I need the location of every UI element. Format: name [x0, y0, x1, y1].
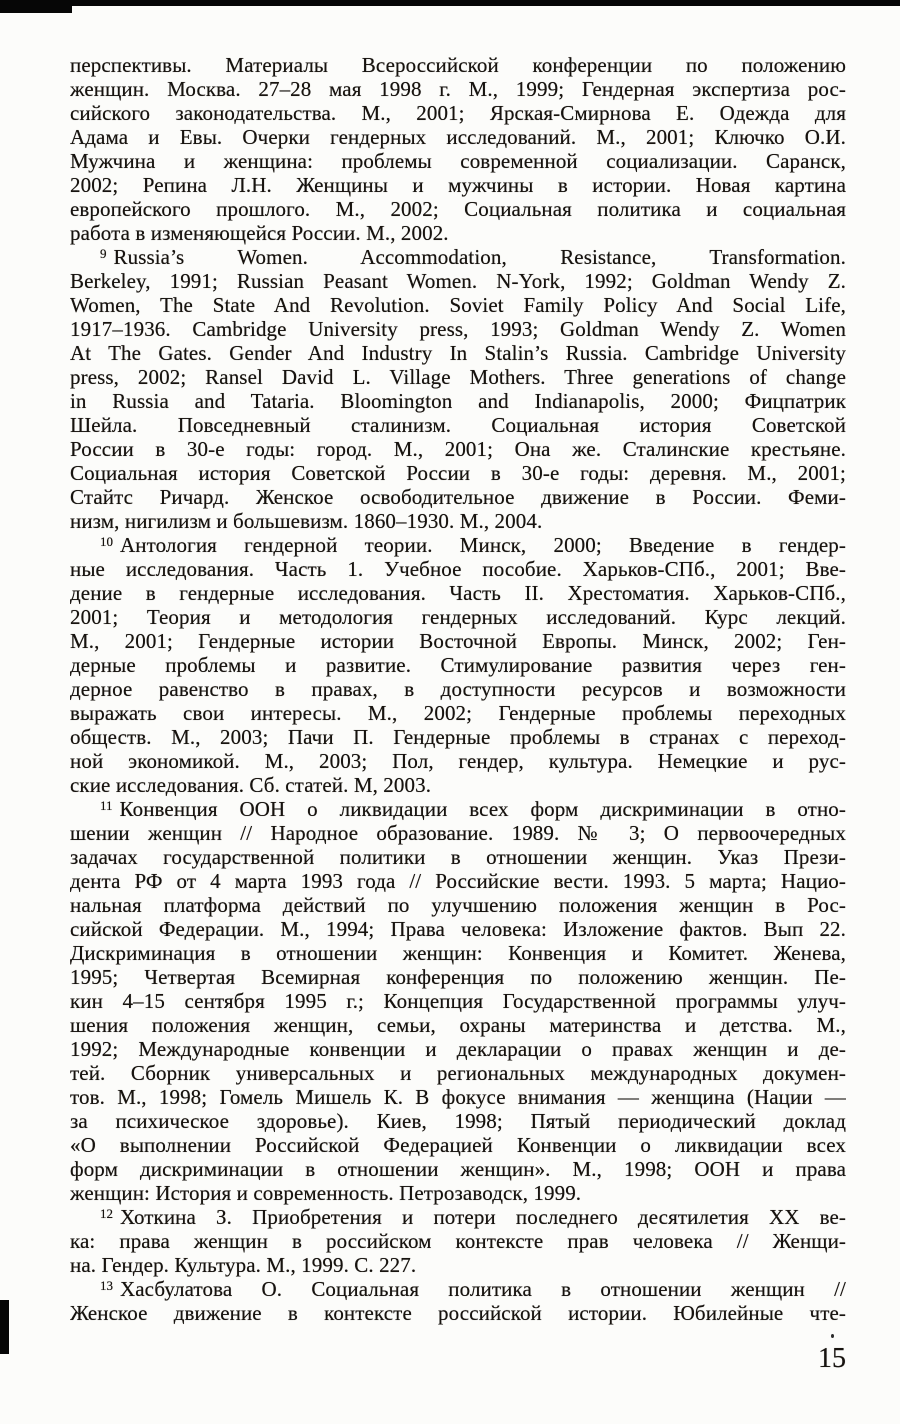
text-line: сийской Федерации. М., 1994; Права человека: Изложение фактов. Вып 22.	[70, 917, 846, 941]
text-line: М., 2001; Гендерные истории Восточной Европы. Минск, 2002; Ген-	[70, 629, 846, 653]
text-line: Стайтс Ричард. Женское освободительное движение в России. Феми-	[70, 485, 846, 509]
text-line: 1995; Четвертая Всемирная конференция по положению женщин. Пе-	[70, 965, 846, 989]
text-line: Женское движение в контексте российской истории. Юбилейные чте-	[70, 1301, 846, 1325]
text-line: дерное равенство в правах, в доступности ресурсов и возможности	[70, 677, 846, 701]
text-line: $^{11}$ Конвенция ООН о ликвидации всех форм дискриминации в отно-	[100, 797, 846, 821]
text-line: дение в гендерные исследования. Часть II. Хрестоматия. Харьков-СПб.,	[70, 581, 846, 605]
footnote-paragraph	[70, 797, 846, 1205]
page-number: 15	[818, 1343, 846, 1374]
text-line: $^{12}$ Хоткина З. Приобретения и потери последнего десятилетия XX ве-	[100, 1205, 846, 1229]
text-line: перспективы. Материалы Всероссийской конференции по положению	[70, 53, 846, 77]
text-line: Berkeley, 1991; Russian Peasant Women. N-York, 1992; Goldman Wendy Z.	[70, 269, 846, 293]
text-line: обществ. М., 2003; Пачи П. Гендерные проблемы в странах с переход-	[70, 725, 846, 749]
scan-artifact-speck	[831, 1334, 834, 1338]
text-line: форм дискриминации в отношении женщин». М., 1998; ООН и права	[70, 1157, 846, 1181]
text-line: ские исследования. Сб. статей. М, 2003.	[70, 773, 432, 797]
text-line: работа в изменяющейся России. М., 2002.	[70, 221, 449, 245]
text-line: тей. Сборник универсальных и региональных международных докумен-	[70, 1061, 846, 1085]
text-line: Дискриминация в отношении женщин: Конвенция и Комитет. Женева,	[70, 941, 846, 965]
text-line: 1992; Международные конвенции и декларации о правах женщин и де-	[70, 1037, 846, 1061]
footnote-marker: 10	[100, 534, 113, 549]
text-line: 2001; Теория и методология гендерных исследований. Курс лекций.	[70, 605, 846, 629]
text-line: ка: права женщин в российском контексте прав человека // Женщи-	[70, 1229, 846, 1253]
text-line: дента РФ от 4 марта 1993 года // Российские вести. 1993. 5 марта; Нацио-	[70, 869, 846, 893]
text-line: Адама и Евы. Очерки гендерных исследований. М., 2001; Ключко О.И.	[70, 125, 846, 149]
text-line: ные исследования. Часть 1. Учебное пособие. Харьков-СПб., 2001; Вве-	[70, 557, 846, 581]
text-line: $^{13}$ Хасбулатова О. Социальная политика в отношении женщин //	[100, 1277, 846, 1301]
text-line: задачах государственной политики в отношении женщин. Указ Прези-	[70, 845, 846, 869]
text-line: press, 2002; Ransel David L. Village Mothers. Three generations of change	[70, 365, 846, 389]
text-line: At The Gates. Gender And Industry In Stalin’s Russia. Cambridge University	[70, 341, 846, 365]
text-line: выражать свои интересы. М., 2002; Гендерные проблемы переходных	[70, 701, 846, 725]
text-line: 2002; Репина Л.Н. Женщины и мужчины в истории. Новая картина	[70, 173, 846, 197]
text-line: $^9$ Russia’s Women. Accommodation, Resistance, Transformation.	[100, 245, 846, 269]
text-line: шении женщин // Народное образование. 1989. № 3; О первоочередных	[70, 821, 846, 845]
text-line: женщин. Москва. 27–28 мая 1998 г. М., 1999; Гендерная экспертиза рос-	[70, 77, 846, 101]
text-line: женщин: История и современность. Петрозаводск, 1999.	[70, 1181, 582, 1205]
text-line: $^{10}$ Антология гендерной теории. Минск, 2000; Введение в гендер-	[100, 533, 846, 557]
text-line: кин 4–15 сентября 1995 г.; Концепция Государственной программы улуч-	[70, 989, 846, 1013]
footnote-paragraph	[70, 533, 846, 797]
text-line: in Russia and Tataria. Bloomington and Indianapolis, 2000; Фицпатрик	[70, 389, 846, 413]
text-paragraph	[70, 53, 846, 245]
scan-artifact-top-left-corner	[0, 0, 72, 13]
scan-artifact-bottom-left-edge	[0, 1300, 9, 1354]
text-line: России в 30-е годы: город. М., 2001; Она же. Сталинские крестьяне.	[70, 437, 846, 461]
text-line: тов. М., 1998; Гомель Мишель К. В фокусе внимания — женщина (Нации —	[70, 1085, 846, 1109]
footnotes-text	[70, 53, 846, 1325]
text-line: европейского прошлого. М., 2002; Социальная политика и социальная	[70, 197, 846, 221]
footnote-marker: 12	[100, 1206, 113, 1221]
footnote-paragraph	[70, 245, 846, 533]
text-line: 1917–1936. Cambridge University press, 1993; Goldman Wendy Z. Women	[70, 317, 846, 341]
text-line: низм, нигилизм и большевизм. 1860–1930. М., 2004.	[70, 509, 543, 533]
text-line: ной экономикой. М., 2003; Пол, гендер, культура. Немецкие и рус-	[70, 749, 846, 773]
text-line: сийского законодательства. М., 2001; Ярская-Смирнова Е. Одежда для	[70, 101, 846, 125]
text-line: Социальная история Советской России в 30-е годы: деревня. М., 2001;	[70, 461, 846, 485]
text-line: нальная платформа действий по улучшению положения женщин в Рос-	[70, 893, 846, 917]
scan-artifact-top-edge	[0, 0, 900, 6]
footnote-marker: 13	[100, 1278, 113, 1293]
text-line: на. Гендер. Культура. М., 1999. С. 227.	[70, 1253, 417, 1277]
footnote-marker: 9	[100, 246, 107, 261]
footnote-marker: 11	[100, 798, 113, 813]
text-line: «О выполнении Российской Федерацией Конвенции о ликвидации всех	[70, 1133, 846, 1157]
text-line: Мужчина и женщина: проблемы современной социализации. Саранск,	[70, 149, 846, 173]
text-line: шения положения женщин, семьи, охраны материнства и детства. М.,	[70, 1013, 846, 1037]
footnote-paragraph	[70, 1277, 846, 1325]
text-line: Women, The State And Revolution. Soviet Family Policy And Social Life,	[70, 293, 846, 317]
text-line: за психическое здоровье). Киев, 1998; Пятый периодический доклад	[70, 1109, 846, 1133]
text-line: Шейла. Повседневный сталинизм. Социальная история Советской	[70, 413, 846, 437]
footnote-paragraph	[70, 1205, 846, 1277]
text-line: дерные проблемы и развитие. Стимулирование развития через ген-	[70, 653, 846, 677]
